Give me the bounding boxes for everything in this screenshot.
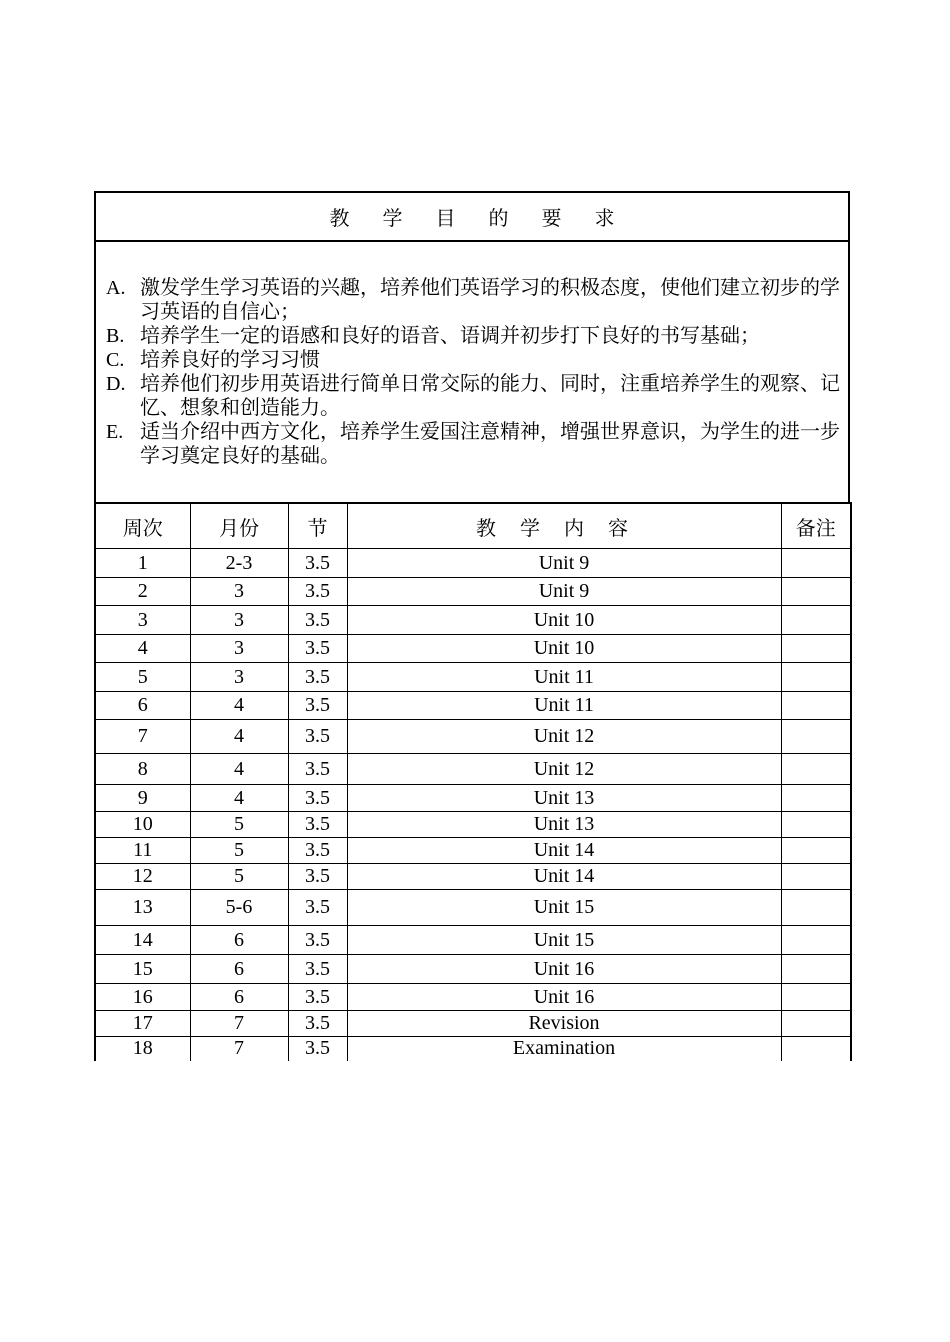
table-row [95, 549, 851, 578]
section-cell: 3.5 [288, 926, 347, 955]
header-week: 周次 [95, 503, 190, 549]
week-cell: 18 [95, 1037, 190, 1061]
header-content: 教学内容 [347, 503, 781, 549]
month-cell: 5-6 [190, 890, 288, 926]
content-cell: Unit 9 [347, 578, 781, 606]
week-cell: 3 [95, 606, 190, 635]
remarks-cell [781, 635, 851, 663]
section-cell: 3.5 [288, 578, 347, 606]
schedule-table [94, 502, 852, 1061]
content-cell: Unit 14 [347, 838, 781, 864]
remarks-cell [781, 890, 851, 926]
remarks-cell [781, 754, 851, 785]
table-row [95, 692, 851, 720]
header-month: 月份 [190, 503, 288, 549]
month-cell: 5 [190, 838, 288, 864]
week-cell: 9 [95, 785, 190, 812]
month-cell: 4 [190, 754, 288, 785]
content-cell: Unit 10 [347, 635, 781, 663]
remarks-cell [781, 838, 851, 864]
week-cell: 11 [95, 838, 190, 864]
objective-text: 适当介绍中西方文化，培养学生爱国注意精神，增强世界意识，为学生的进一步学习奠定良好的基础。 [140, 421, 840, 467]
remarks-cell [781, 663, 851, 692]
section-cell: 3.5 [288, 720, 347, 754]
month-cell: 6 [190, 984, 288, 1011]
schedule-header-row [95, 503, 851, 549]
week-cell: 6 [95, 692, 190, 720]
table-row [95, 1037, 851, 1061]
week-cell: 15 [95, 955, 190, 984]
content-cell: Unit 9 [347, 549, 781, 578]
content-cell: Unit 15 [347, 926, 781, 955]
content-cell: Unit 12 [347, 720, 781, 754]
remarks-cell [781, 1011, 851, 1037]
table-row [95, 890, 851, 926]
table-row [95, 635, 851, 663]
month-cell: 6 [190, 926, 288, 955]
objective-text: 培养学生一定的语感和良好的语音、语调并初步打下良好的书写基础； [140, 325, 760, 347]
objective-text: 培养他们初步用英语进行简单日常交际的能力、同时，注重培养学生的观察、记忆、想象和创造能力。 [140, 373, 840, 419]
month-cell: 7 [190, 1011, 288, 1037]
month-cell: 3 [190, 663, 288, 692]
table-row [95, 606, 851, 635]
objective-item [106, 324, 840, 348]
month-cell: 5 [190, 812, 288, 838]
table-row [95, 926, 851, 955]
remarks-cell [781, 984, 851, 1011]
remarks-cell [781, 720, 851, 754]
section-cell: 3.5 [288, 1037, 347, 1061]
content-cell: Unit 11 [347, 663, 781, 692]
section-cell: 3.5 [288, 663, 347, 692]
section-cell: 3.5 [288, 635, 347, 663]
section-cell: 3.5 [288, 955, 347, 984]
content-cell: Unit 12 [347, 754, 781, 785]
objective-label: E. [106, 421, 124, 443]
remarks-cell [781, 926, 851, 955]
week-cell: 2 [95, 578, 190, 606]
objective-label: C. [106, 349, 125, 371]
content-cell: Unit 11 [347, 692, 781, 720]
objective-text: 激发学生学习英语的兴趣，培养他们英语学习的积极态度，使他们建立初步的学习英语的自信心； [140, 277, 840, 323]
section-cell: 3.5 [288, 785, 347, 812]
table-row [95, 984, 851, 1011]
week-cell: 12 [95, 864, 190, 890]
table-row [95, 838, 851, 864]
content-cell: Revision [347, 1011, 781, 1037]
week-cell: 13 [95, 890, 190, 926]
week-cell: 10 [95, 812, 190, 838]
header-remarks: 备注 [781, 503, 851, 549]
content-cell: Unit 10 [347, 606, 781, 635]
table-row [95, 785, 851, 812]
objectives-title: 教 学 目 的 要 求 [329, 208, 629, 230]
objective-text: 培养良好的学习习惯 [140, 349, 320, 371]
objective-item [106, 276, 840, 324]
remarks-cell [781, 549, 851, 578]
section-cell: 3.5 [288, 549, 347, 578]
remarks-cell [781, 692, 851, 720]
content-cell: Unit 16 [347, 955, 781, 984]
week-cell: 5 [95, 663, 190, 692]
week-cell: 16 [95, 984, 190, 1011]
table-row [95, 812, 851, 838]
section-cell: 3.5 [288, 1011, 347, 1037]
section-cell: 3.5 [288, 984, 347, 1011]
remarks-cell [781, 864, 851, 890]
objective-label: B. [106, 325, 125, 347]
section-cell: 3.5 [288, 890, 347, 926]
month-cell: 3 [190, 635, 288, 663]
week-cell: 1 [95, 549, 190, 578]
objectives-title-box [94, 191, 850, 240]
section-cell: 3.5 [288, 692, 347, 720]
month-cell: 2-3 [190, 549, 288, 578]
week-cell: 14 [95, 926, 190, 955]
content-cell: Unit 13 [347, 812, 781, 838]
week-cell: 17 [95, 1011, 190, 1037]
content-cell: Unit 13 [347, 785, 781, 812]
remarks-cell [781, 606, 851, 635]
table-row [95, 578, 851, 606]
header-section: 节 [288, 503, 347, 549]
remarks-cell [781, 812, 851, 838]
remarks-cell [781, 578, 851, 606]
remarks-cell [781, 955, 851, 984]
objective-item [106, 348, 840, 372]
month-cell: 6 [190, 955, 288, 984]
section-cell: 3.5 [288, 606, 347, 635]
table-row [95, 663, 851, 692]
document-body [94, 191, 850, 1061]
week-cell: 7 [95, 720, 190, 754]
month-cell: 3 [190, 578, 288, 606]
content-cell: Unit 16 [347, 984, 781, 1011]
month-cell: 5 [190, 864, 288, 890]
section-cell: 3.5 [288, 838, 347, 864]
objective-item [106, 372, 840, 420]
month-cell: 4 [190, 720, 288, 754]
content-cell: Unit 15 [347, 890, 781, 926]
objectives-list [94, 240, 850, 502]
table-row [95, 1011, 851, 1037]
section-cell: 3.5 [288, 864, 347, 890]
objective-label: D. [106, 373, 126, 395]
content-cell: Unit 14 [347, 864, 781, 890]
table-row [95, 754, 851, 785]
remarks-cell [781, 785, 851, 812]
table-row [95, 955, 851, 984]
month-cell: 4 [190, 692, 288, 720]
week-cell: 4 [95, 635, 190, 663]
remarks-cell [781, 1037, 851, 1061]
objective-item [106, 420, 840, 468]
month-cell: 7 [190, 1037, 288, 1061]
content-cell: Examination [347, 1037, 781, 1061]
table-row [95, 720, 851, 754]
section-cell: 3.5 [288, 754, 347, 785]
table-row [95, 864, 851, 890]
month-cell: 3 [190, 606, 288, 635]
section-cell: 3.5 [288, 812, 347, 838]
month-cell: 4 [190, 785, 288, 812]
objective-label: A. [106, 277, 126, 299]
week-cell: 8 [95, 754, 190, 785]
